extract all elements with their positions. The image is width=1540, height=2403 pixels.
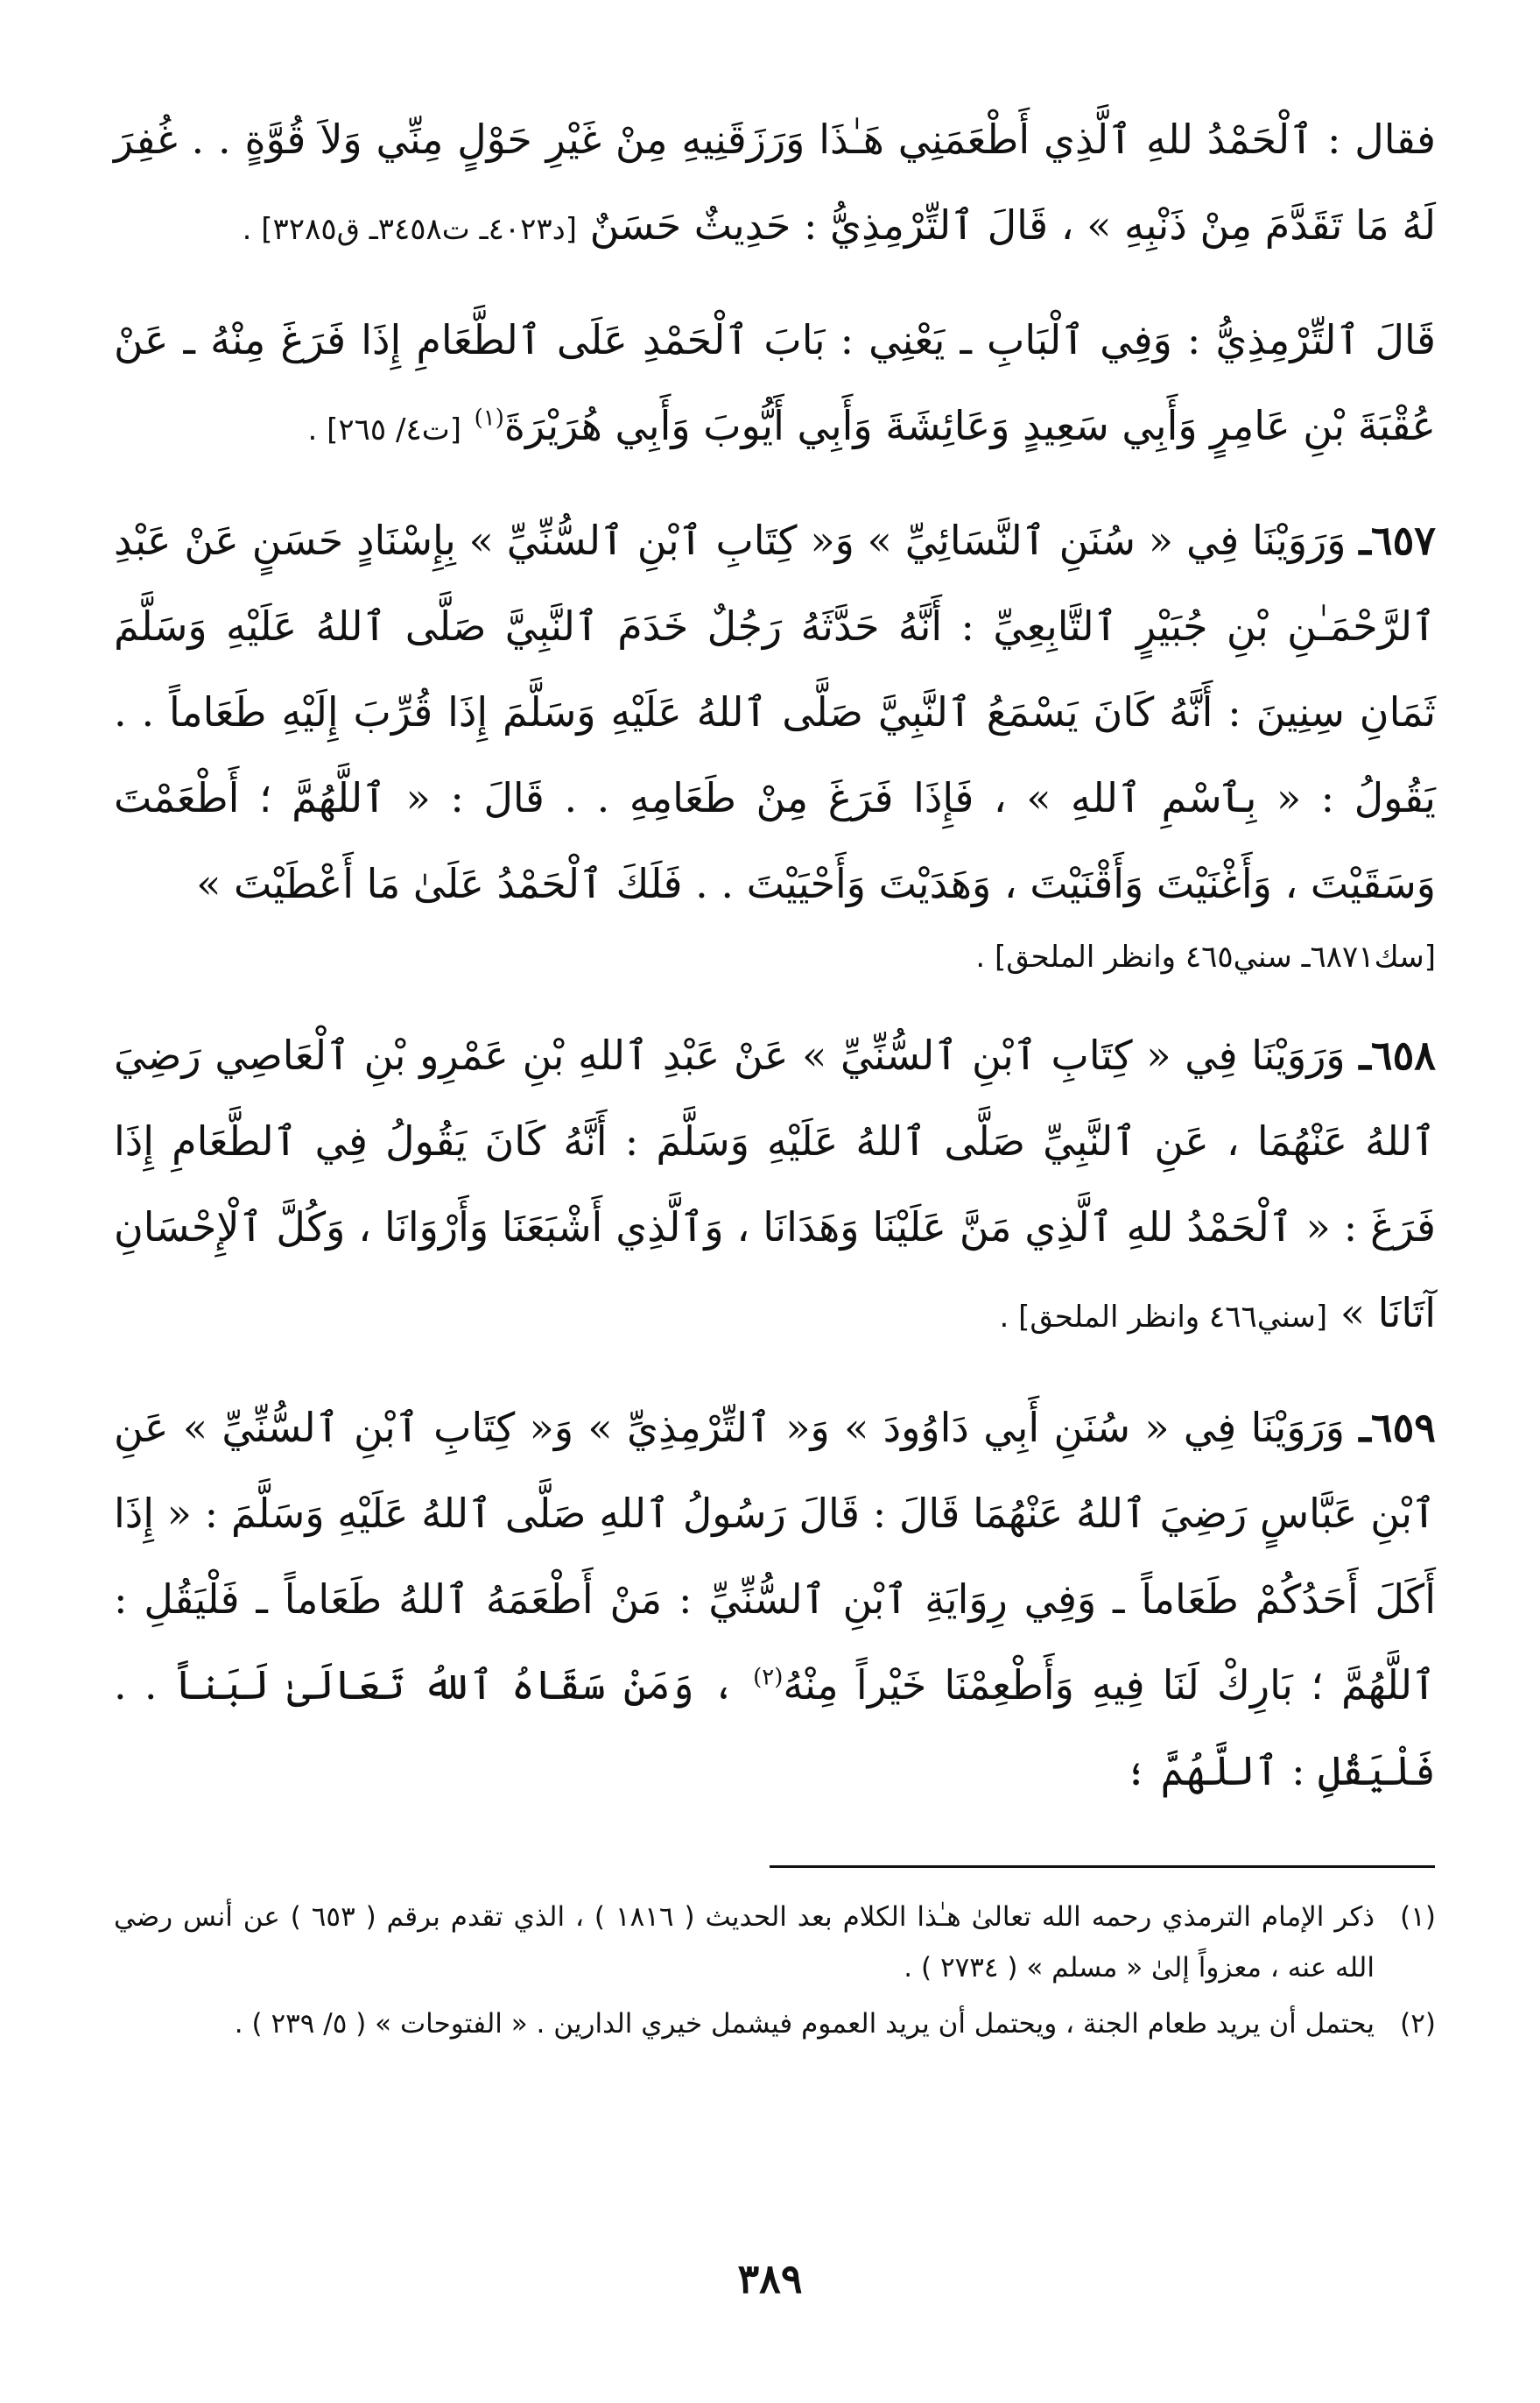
hadith-657-source-ref: [سك٦٨٧١ـ سني٤٦٥ وانظر الملحق] . [975, 940, 1436, 975]
tirmidhi-note-text: قَالَ ٱلتِّرْمِذِيُّ : وَفِي ٱلْبَابِ ـ يَعْنِي : بَابَ ٱلْحَمْدِ عَلَى ٱلطَّعَامِ إِذَا فَرَغَ مِنْهُ ـ عَنْ عُقْبَةَ بْنِ عَامِرٍ وَأَبِي سَعِيدٍ وَعَائِشَةَ وَأَبِي أَيُّوبَ وَأَبِي هُرَيْرَةَ [114, 316, 1436, 449]
hadith-659-paragraph [114, 1385, 1436, 1814]
footnote-ref-1[interactable]: (١) [474, 405, 504, 432]
footnote-1-text: ذكر الإمام الترمذي رحمه الله تعالىٰ هـٰذا الكلام بعد الحديث ( ١٨١٦ ) ، الذي تقدم برقم ( ٦٥٣ ) عن أنس رضي الله عنه ، معزواً إلىٰ « مسلم » ( ٢٧٣٤ ) . [114, 1901, 1375, 1984]
page-number: ٣٨٩ [737, 2255, 803, 2302]
footnote-ref-2[interactable]: (٢) [753, 1664, 784, 1691]
footnote-2 [114, 1998, 1436, 2049]
hadith-659-text: وَرَوَيْنَا فِي « سُنَنِ أَبِي دَاوُودَ » وَ« ٱلتِّرْمِذِيِّ » وَ« كِتَابِ ٱبْنِ ٱلسُّنِّيِّ » عَنِ ٱبْنِ عَبَّاسٍ رَضِيَ ٱللهُ عَنْهُمَا قَالَ : قَالَ رَسُولُ ٱللهِ صَلَّى ٱللهُ عَلَيْهِ وَسَلَّمَ : « إِذَا أَكَلَ أَحَدُكُمْ طَعَاماً ـ وَفِي رِوَايَةِ ٱبْنِ ٱلسُّنِّيِّ : مَنْ أَطْعَمَهُ ٱللهُ طَعَاماً ـ فَلْيَقُلِ : ٱللَّهُمَّ ؛ بَارِكْ لَنَا فِيهِ وَأَطْعِمْنَا خَيْراً مِنْهُ [114, 1404, 1436, 1709]
hadith-658-paragraph [114, 1012, 1436, 1360]
hadith-657-paragraph [114, 497, 1436, 927]
intro-paragraph [114, 96, 1436, 272]
footnote-2-mark: (٢) [1400, 2008, 1436, 2040]
hadith-658-text: وَرَوَيْنَا فِي « كِتَابِ ٱبْنِ ٱلسُّنِّيِّ » عَنْ عَبْدِ ٱللهِ بْنِ عَمْرِو بْنِ ٱلْعَاصِي رَضِيَ ٱللهُ عَنْهُمَا ، عَنِ ٱلنَّبِيِّ صَلَّى ٱللهُ عَلَيْهِ وَسَلَّمَ : أَنَّهُ كَانَ يَقُولُ فِي ٱلطَّعَامِ إِذَا فَرَغَ : « ٱلْحَمْدُ للهِ ٱلَّذِي مَنَّ عَلَيْنَا وَهَدَانَا ، وَٱلَّذِي أَشْبَعَنَا وَأَرْوَانَا ، وَكُلَّ ٱلْإِحْسَانِ آتَانَا » [114, 1032, 1436, 1336]
page-body [114, 96, 1436, 1814]
intro-text: فقال : ٱلْحَمْدُ للهِ ٱلَّذِي أَطْعَمَنِي هَـٰذَا وَرَزَقَنِيهِ مِنْ غَيْرِ حَوْلٍ مِنِّي وَلاَ قُوَّةٍ . . غُفِرَ لَهُ مَا تَقَدَّمَ مِنْ ذَنْبِهِ » ، قَالَ ٱلتِّرْمِذِيُّ : حَدِيثٌ حَسَنٌ [114, 116, 1436, 249]
hadith-657-number: ٦٥٧ـ [1359, 517, 1437, 564]
footnote-separator [770, 1865, 1435, 1868]
hadith-659-text-after: ، وَمَنْ سَقَاهُ ٱللهُ تَعَالَىٰ لَبَناً . . فَلْيَقُلِ : ٱللَّهُمَّ ؛ [114, 1661, 1436, 1794]
hadith-658-source-ref: [سني٤٦٦ وانظر الملحق] . [999, 1300, 1328, 1335]
hadith-657-text: وَرَوَيْنَا فِي « سُنَنِ ٱلنَّسَائِيِّ » وَ« كِتَابِ ٱبْنِ ٱلسُّنِّيِّ » بِإِسْنَادٍ حَسَنٍ عَنْ عَبْدِ ٱلرَّحْمَـٰنِ بْنِ جُبَيْرٍ ٱلتَّابِعِيِّ : أَنَّهُ حَدَّثَهُ رَجُلٌ خَدَمَ ٱلنَّبِيَّ صَلَّى ٱللهُ عَلَيْهِ وَسَلَّمَ ثَمَانِ سِنِينَ : أَنَّهُ كَانَ يَسْمَعُ ٱلنَّبِيَّ صَلَّى ٱللهُ عَلَيْهِ وَسَلَّمَ إِذَا قُرِّبَ إِلَيْهِ طَعَاماً . . يَقُولُ : « بِٱسْمِ ٱللهِ » ، فَإِذَا فَرَغَ مِنْ طَعَامِهِ . . قَالَ : « ٱللَّهُمَّ ؛ أَطْعَمْتَ وَسَقَيْتَ ، وَأَغْنَيْتَ وَأَقْنَيْتَ ، وَهَدَيْتَ وَأَحْيَيْتَ . . فَلَكَ ٱلْحَمْدُ عَلَىٰ مَا أَعْطَيْتَ » [114, 517, 1436, 907]
footnote-1 [114, 1892, 1436, 1993]
hadith-658-number: ٦٥٨ـ [1359, 1032, 1437, 1079]
footnote-1-mark: (١) [1400, 1901, 1436, 1933]
intro-source-ref: [د٤٠٢٣ـ ت٣٤٥٨ـ ق٣٢٨٥] . [242, 212, 578, 247]
hadith-659-number: ٦٥٩ـ [1359, 1404, 1437, 1451]
footnote-2-text: يحتمل أن يريد طعام الجنة ، ويحتمل أن يريد العموم فيشمل خيري الدارين . « الفتوحات » ( ٥/ ٢٣٩ ) . [234, 2008, 1375, 2040]
tirmidhi-note-paragraph [114, 297, 1436, 473]
tirmidhi-note-source-ref: [ت٤/ ٢٦٥] . [307, 412, 461, 447]
footnotes [114, 1892, 1436, 2054]
